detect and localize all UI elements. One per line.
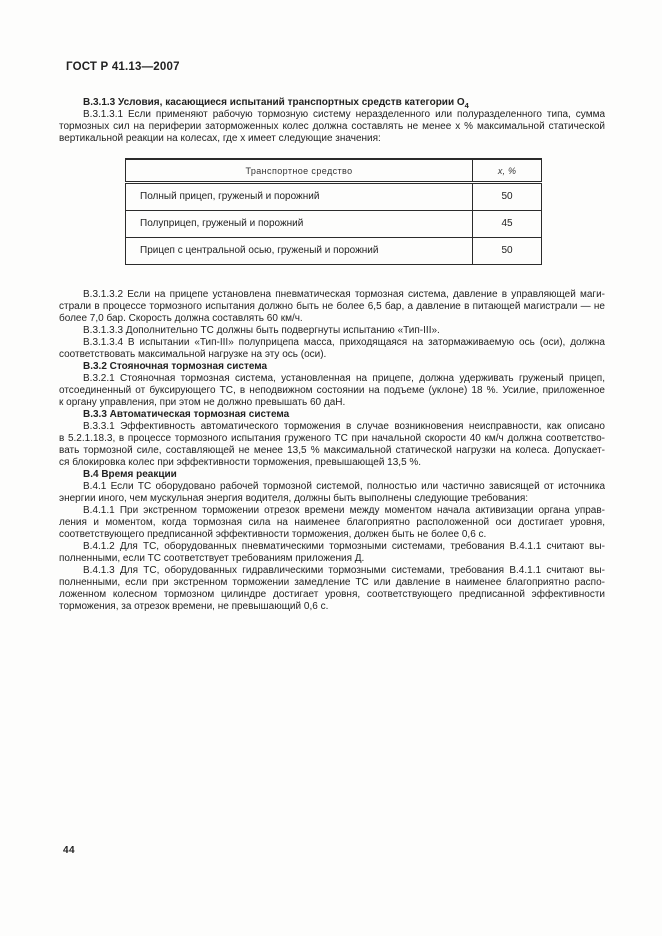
text-line: В.3.1.3.4 В испытании «Тип-III» полуприцепа масса, приходящаяся на затормаживаемую ось (оси), должна bbox=[83, 337, 605, 348]
text-line: отсоединенный от буксирующего ТС, в неподвижном состоянии на подъеме (уклоне) 18 %. Усилие, приложенное bbox=[59, 385, 605, 396]
text-line: тормозных сил на периферии заторможенных колес должна составлять не менее x % максимальной статической bbox=[59, 121, 605, 132]
vehicle-cell: Полуприцеп, груженый и порожний bbox=[126, 211, 473, 238]
paragraph bbox=[59, 325, 605, 337]
text-line: В.3.1.3.1 Если применяют рабочую тормозную систему неразделенного или полуразделенного типа, сумма bbox=[83, 109, 605, 120]
paragraph bbox=[59, 289, 605, 325]
paragraph bbox=[59, 109, 605, 145]
document-content bbox=[59, 97, 605, 613]
text-line: В.4.1.3 Для ТС, оборудованных гидравлическими тормозными системами, требования В.4.1.1 считают вы- bbox=[83, 565, 605, 576]
text-line: вертикальной реакции на колесах, где x имеет следующие значения: bbox=[59, 133, 381, 144]
column-header-x-percent: x, % bbox=[473, 159, 542, 183]
table-row bbox=[126, 238, 542, 265]
text-line: полненными, если при экстренном торможении замедление ТС или давление в наименее благоприятно распо- bbox=[59, 577, 605, 588]
text-line: более 7,0 бар. Скорость должна составлять 60 км/ч. bbox=[59, 313, 303, 324]
page-number: 44 bbox=[63, 845, 76, 856]
text-line: В.3.3.1 Эффективность автоматического торможения в случае возникновения неисправности, как описано bbox=[83, 421, 605, 432]
text-line: ложенном колесном тормозном цилиндре достигает уровня, соответствующего предписанной эффективности bbox=[59, 589, 605, 600]
table-row bbox=[126, 211, 542, 238]
text-line: страли в процессе тормозного испытания должно быть не более 6,5 бар, а давление в питающей магистрали — не bbox=[59, 301, 605, 312]
table-header-row bbox=[126, 159, 542, 183]
paragraph bbox=[59, 481, 605, 505]
text-line: В.4.1.2 Для ТС, оборудованных пневматическими тормозными системами, требования В.4.1.1 считают вы- bbox=[83, 541, 605, 552]
text-line: В.3.1.3.2 Если на прицепе установлена пневматическая тормозная система, давление в управляющей маги- bbox=[83, 289, 605, 300]
vehicle-cell: Полный прицеп, груженый и порожний bbox=[126, 183, 473, 211]
text-line: ления и моментом, когда тормозная сила на наименее благоприятно расположенной оси достигает уровня, bbox=[59, 517, 605, 528]
paragraph bbox=[59, 505, 605, 541]
text-line: В.4.1 Если ТС оборудовано рабочей тормозной системой, полностью или частично зависящей от источника bbox=[83, 481, 605, 492]
text-line: в 5.2.1.18.3, в процессе тормозного испытания груженого ТС при начальной скорости 40 км/ч должна соответство- bbox=[59, 433, 605, 444]
text-line: ся блокировка колес при эффективности торможения, превышающей 13,5 %. bbox=[59, 457, 422, 468]
section-heading-text: В.3.1.3 Условия, касающиеся испытаний транспортных средств категории O bbox=[83, 97, 465, 108]
text-line: В.4.1.1 При экстренном торможении отрезок времени между моментом начала активизации органа управ- bbox=[83, 505, 605, 516]
body-blocks bbox=[59, 289, 605, 613]
table-body bbox=[126, 183, 542, 265]
text-line: В.3.1.3.3 Дополнительно ТС должны быть подвергнуты испытанию «Тип-III». bbox=[83, 325, 440, 336]
brake-force-table bbox=[125, 158, 542, 265]
paragraph bbox=[59, 337, 605, 361]
subsection-heading: В.3.2 Стояночная тормозная система bbox=[83, 361, 268, 372]
table-row bbox=[126, 183, 542, 211]
vehicle-cell: Прицеп с центральной осью, груженый и порожний bbox=[126, 238, 473, 265]
paragraph bbox=[59, 541, 605, 565]
text-line: энергии иного, чем мускульная энергия водителя, должны быть выполнены следующие требования: bbox=[59, 493, 529, 504]
text-line: вать тормозной силе, составляющей не менее 13,5 % максимальной статической нагрузки на колеса. Допускает- bbox=[59, 445, 605, 456]
section-heading-subscript: 4 bbox=[464, 101, 469, 109]
paragraph bbox=[59, 565, 605, 613]
subsection-heading: В.3.3 Автоматическая тормозная система bbox=[83, 409, 290, 420]
x-percent-cell: 50 bbox=[473, 183, 542, 211]
text-line: соответствующего предписанной эффективности торможения, должен быть не более 0,6 с. bbox=[59, 529, 487, 540]
paragraph bbox=[59, 421, 605, 469]
column-header-vehicle: Транспортное средство bbox=[126, 159, 473, 183]
text-line: к органу управления, при этом не должно превышать 60 даН. bbox=[59, 397, 346, 408]
section-heading bbox=[59, 97, 605, 109]
table-head bbox=[126, 159, 542, 183]
x-percent-cell: 50 bbox=[473, 238, 542, 265]
paragraph bbox=[59, 373, 605, 409]
text-line: полненными, если ТС соответствует требованиям приложения Д. bbox=[59, 553, 365, 564]
text-line: соответствовать максимальной нагрузке на эту ось (оси). bbox=[59, 349, 327, 360]
x-percent-cell: 45 bbox=[473, 211, 542, 238]
text-line: торможения, за отрезок времени, не превышающий 0,6 с. bbox=[59, 601, 329, 612]
subsection-heading: В.4 Время реакции bbox=[83, 469, 177, 480]
text-line: В.3.2.1 Стояночная тормозная система, установленная на прицепе, должна удерживать груженый прицеп, bbox=[83, 373, 605, 384]
standard-code-header: ГОСТ Р 41.13—2007 bbox=[66, 61, 180, 73]
